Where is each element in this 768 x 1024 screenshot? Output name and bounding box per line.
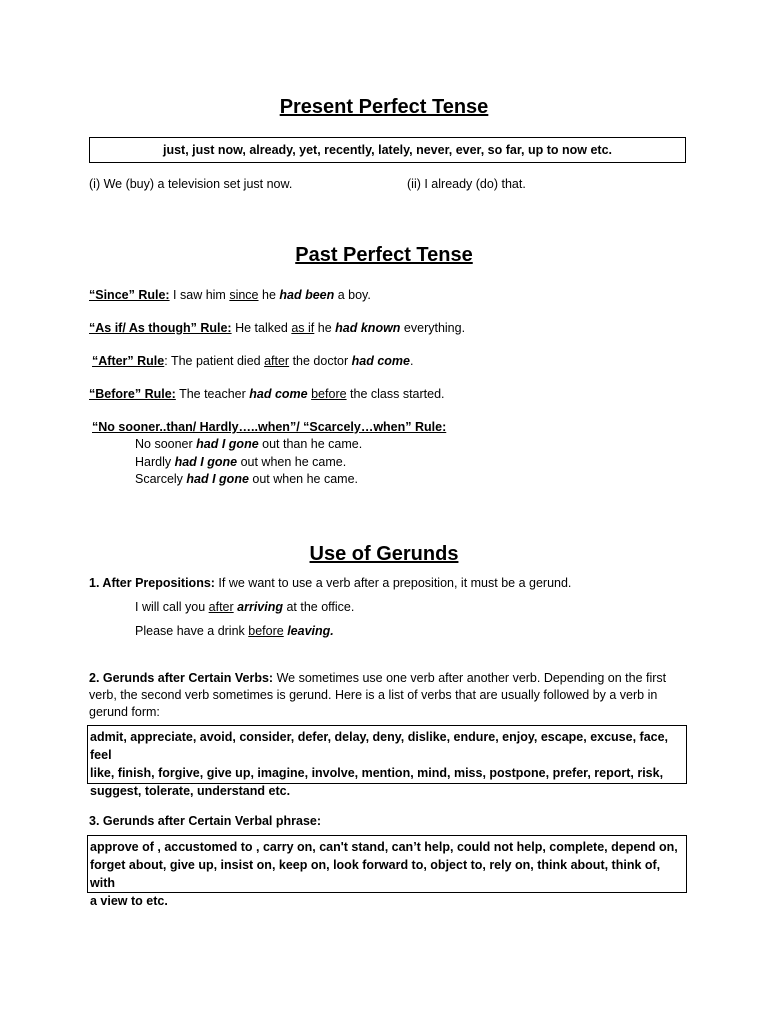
no-sooner-example-2-post: out when he came.	[237, 455, 347, 469]
gerunds-title: Use of Gerunds	[309, 543, 459, 565]
no-sooner-example-3-pre: Scarcely	[135, 472, 187, 486]
present-perfect-keywords-box	[89, 137, 686, 163]
before-rule-post: the class started.	[346, 387, 445, 401]
gerund-phrases-box	[87, 835, 687, 908]
before-rule-label: “Before” Rule:	[89, 387, 176, 401]
gerunds-point-2-line-1-text: We sometimes use one verb after another verb. Depending on the first	[273, 671, 667, 685]
gerund-phrases-box-line-3: a view to etc.	[90, 894, 168, 908]
since-rule-it: had been	[279, 288, 335, 302]
as-if-rule	[89, 320, 465, 337]
after-rule-label: “After” Rule	[92, 354, 165, 368]
as-if-rule-it: had known	[335, 321, 401, 335]
after-rule	[92, 353, 413, 370]
gerunds-point-1-example-2-pre: Please have a drink	[135, 624, 249, 638]
before-rule-pre: The teacher	[175, 387, 250, 401]
no-sooner-example-2-pre: Hardly	[135, 455, 175, 469]
no-sooner-example-3-it: had I gone	[186, 472, 249, 486]
gerunds-point-2-line-1	[89, 670, 666, 687]
no-sooner-example-1-pre: No sooner	[135, 437, 197, 451]
gerunds-point-1-example-1-post: at the office.	[283, 600, 355, 614]
gerunds-point-1-example-2-u: before	[248, 624, 284, 638]
after-rule-it: had come	[351, 354, 410, 368]
gerund-phrases-box-line-1: approve of , accustomed to , carry on, can't stand, can’t help, could not help, complete, depend on,	[90, 840, 678, 854]
as-if-rule-post: everything.	[400, 321, 466, 335]
after-rule-pre: : The patient died	[164, 354, 265, 368]
no-sooner-example-2	[135, 454, 346, 471]
gerunds-point-1-example-1-it: arriving	[237, 600, 283, 614]
no-sooner-rule-heading-text: “No sooner..than/ Hardly…..when”/ “Scarcely…when” Rule:	[92, 420, 447, 434]
as-if-rule-mid: he	[314, 321, 336, 335]
as-if-rule-label: “As if/ As though” Rule:	[89, 321, 232, 335]
since-rule-mid: he	[258, 288, 280, 302]
gerunds-point-1-text: If we want to use a verb after a preposition, it must be a gerund.	[214, 576, 572, 590]
gerunds-point-1-example-1	[135, 599, 354, 616]
since-rule-pre: I saw him	[169, 288, 230, 302]
gerund-phrases-box-line-2: forget about, give up, insist on, keep on, look forward to, object to, rely on, think about, think of, with	[90, 858, 661, 890]
as-if-rule-pre: He talked	[231, 321, 292, 335]
since-rule	[89, 287, 371, 304]
gerund-verbs-box-line-3: suggest, tolerate, understand etc.	[90, 784, 291, 798]
since-rule-u: since	[229, 288, 259, 302]
no-sooner-example-3	[135, 471, 358, 488]
gerunds-point-1	[89, 575, 571, 592]
present-perfect-keywords: just, just now, already, yet, recently, lately, never, ever, so far, up to now etc.	[163, 143, 612, 157]
no-sooner-example-1-it: had I gone	[196, 437, 259, 451]
gerunds-point-1-label: 1. After Prepositions:	[89, 576, 215, 590]
gerunds-point-1-example-2	[135, 623, 334, 640]
as-if-rule-u: as if	[291, 321, 315, 335]
no-sooner-example-1-post: out than he came.	[258, 437, 363, 451]
before-rule	[89, 386, 445, 403]
gerunds-point-1-example-2-it: leaving.	[287, 624, 334, 638]
no-sooner-example-1	[135, 436, 362, 453]
gerunds-point-2-line-2: verb, the second verb sometimes is gerund. Here is a list of verbs that are usually followed by a verb in	[89, 688, 658, 702]
gerund-verbs-box-line-1: admit, appreciate, avoid, consider, defer, delay, deny, dislike, endure, enjoy, escape, excuse, face, feel	[90, 730, 669, 762]
no-sooner-rule-heading	[92, 419, 446, 436]
since-rule-post: a boy.	[334, 288, 371, 302]
present-perfect-title: Present Perfect Tense	[279, 96, 489, 118]
since-rule-label: “Since” Rule:	[89, 288, 170, 302]
after-rule-u: after	[264, 354, 290, 368]
no-sooner-example-3-post: out when he came.	[248, 472, 359, 486]
no-sooner-example-2-it: had I gone	[174, 455, 238, 469]
gerunds-point-1-example-1-u: after	[208, 600, 234, 614]
gerunds-point-2-line-3: gerund form:	[89, 705, 160, 719]
gerunds-point-3-label: 3. Gerunds after Certain Verbal phrase:	[89, 814, 322, 828]
after-rule-post: .	[410, 354, 414, 368]
gerund-verbs-box	[87, 725, 687, 798]
present-example-2: (ii) I already (do) that.	[407, 177, 526, 191]
past-perfect-title: Past Perfect Tense	[295, 244, 473, 266]
gerund-verbs-box-line-2: like, finish, forgive, give up, imagine, involve, mention, mind, miss, postpone, prefer, report, risk,	[90, 766, 664, 780]
before-rule-u: before	[311, 387, 347, 401]
after-rule-mid: the doctor	[289, 354, 352, 368]
present-example-1: (i) We (buy) a television set just now.	[89, 177, 293, 191]
gerunds-point-3	[89, 813, 321, 830]
before-rule-it: had come	[249, 387, 308, 401]
gerunds-point-1-example-1-pre: I will call you	[135, 600, 209, 614]
gerunds-point-2-label: 2. Gerunds after Certain Verbs:	[89, 671, 274, 685]
